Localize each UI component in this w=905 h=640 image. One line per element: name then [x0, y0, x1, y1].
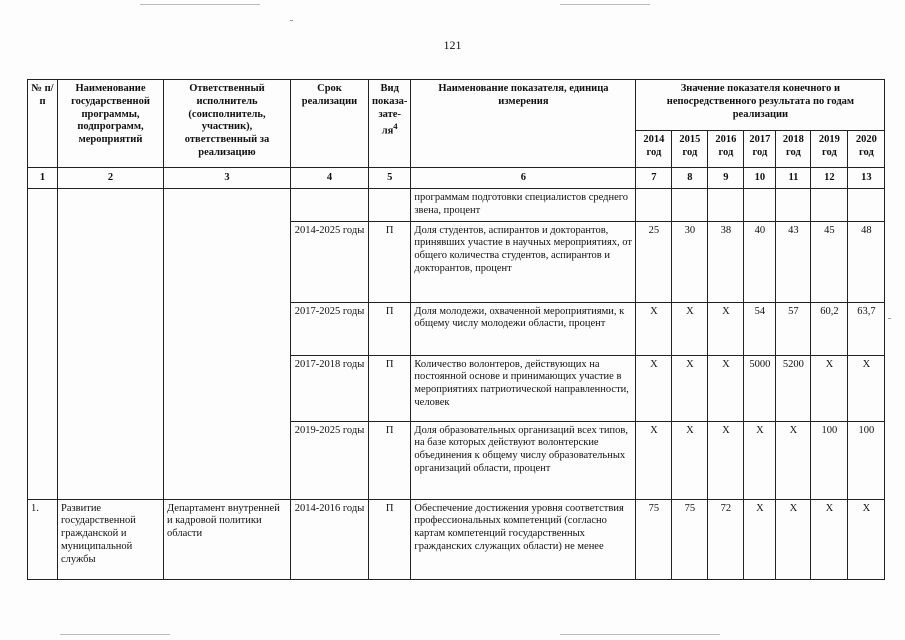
cell-program-name: Развитие государственной гражданской и муниципальной службы	[58, 499, 164, 579]
cell-executor: Департамент внутренней и кадровой политики области	[164, 499, 291, 579]
cell-value: 100	[811, 421, 848, 499]
cell-value: Х	[811, 499, 848, 579]
cell-program-continued	[58, 189, 164, 500]
cell-value: Х	[708, 355, 744, 421]
header-year: 2020 год	[848, 131, 885, 168]
cell-value: 48	[848, 221, 885, 302]
header-values-group: Значение показателя конечного и непосредственного результата по годам реализации	[636, 80, 885, 131]
cell-value	[776, 189, 811, 222]
cell-indicator: программам подготовки специалистов среднего звена, процент	[411, 189, 636, 222]
column-number: 2	[58, 168, 164, 189]
column-number: 3	[164, 168, 291, 189]
cell-indicator: Количество волонтеров, действующих на постоянной основе и принимающих участие в мероприятиях патриотической направленности, человек	[411, 355, 636, 421]
cell-value: Х	[672, 355, 708, 421]
cell-kind: П	[369, 499, 411, 579]
cell-value: Х	[672, 421, 708, 499]
scan-artifact	[290, 20, 293, 21]
scan-artifact	[140, 4, 260, 5]
scan-artifact	[888, 318, 891, 319]
cell-value: Х	[636, 421, 672, 499]
cell-kind: П	[369, 221, 411, 302]
header-year: 2018 год	[776, 131, 811, 168]
header-year: 2014 год	[636, 131, 672, 168]
column-number: 5	[369, 168, 411, 189]
page-number: 121	[443, 38, 462, 52]
cell-value: Х	[776, 499, 811, 579]
column-number: 8	[672, 168, 708, 189]
cell-value: 5200	[776, 355, 811, 421]
cell-value: Х	[708, 421, 744, 499]
column-number: 11	[776, 168, 811, 189]
cell-indicator: Доля студентов, аспирантов и докторантов, принявших участие в научных мероприятиях, от общего количества студентов, аспирантов и докторантов, процент	[411, 221, 636, 302]
cell-kind: П	[369, 355, 411, 421]
cell-term: 2017-2025 годы	[291, 302, 369, 355]
column-number: 7	[636, 168, 672, 189]
cell-term: 2014-2025 годы	[291, 221, 369, 302]
cell-num-continued	[28, 189, 58, 500]
cell-indicator: Доля молодежи, охваченной мероприятиями, к общему числу молодежи области, процент	[411, 302, 636, 355]
scan-artifact	[560, 634, 720, 635]
header-row-top	[28, 80, 885, 131]
header-year: 2019 год	[811, 131, 848, 168]
cell-term: 2017-2018 годы	[291, 355, 369, 421]
cell-indicator: Обеспечение достижения уровня соответствия профессиональных компетенций (согласно картам компетенций государственных гражданских служащих области) не менее	[411, 499, 636, 579]
cell-value: 60,2	[811, 302, 848, 355]
cell-value	[708, 189, 744, 222]
cell-value: Х	[776, 421, 811, 499]
scan-artifact	[60, 634, 170, 635]
cell-value: 100	[848, 421, 885, 499]
column-number: 10	[744, 168, 776, 189]
cell-value: 72	[708, 499, 744, 579]
header-year: 2016 год	[708, 131, 744, 168]
cell-indicator: Доля образовательных организаций всех типов, на базе которых действуют волонтерские объединения к общему числу образовательных организаций области, процент	[411, 421, 636, 499]
cell-value: 43	[776, 221, 811, 302]
cell-executor-continued	[164, 189, 291, 500]
cell-value: Х	[744, 499, 776, 579]
header-col-kind-text: Вид показа-зате-ля	[372, 83, 408, 137]
cell-value: 38	[708, 221, 744, 302]
cell-value: Х	[708, 302, 744, 355]
cell-value: 45	[811, 221, 848, 302]
column-number: 9	[708, 168, 744, 189]
column-number: 13	[848, 168, 885, 189]
header-col-kind-footnote: 4	[393, 121, 398, 132]
cell-value	[744, 189, 776, 222]
column-number: 1	[28, 168, 58, 189]
header-col-kind	[369, 80, 411, 168]
cell-value: 40	[744, 221, 776, 302]
cell-value: 30	[672, 221, 708, 302]
cell-value	[811, 189, 848, 222]
cell-value: Х	[672, 302, 708, 355]
cell-value: Х	[848, 355, 885, 421]
header-col-program: Наименование государственной программы, подпрограмм, мероприятий	[58, 80, 164, 168]
cell-value: 75	[672, 499, 708, 579]
cell-kind	[369, 189, 411, 222]
scan-artifact	[560, 4, 650, 5]
cell-term: 2019-2025 годы	[291, 421, 369, 499]
header-row-column-numbers	[28, 168, 885, 189]
cell-value	[636, 189, 672, 222]
cell-value: 57	[776, 302, 811, 355]
header-year: 2017 год	[744, 131, 776, 168]
cell-value: 54	[744, 302, 776, 355]
table-row	[28, 189, 885, 222]
cell-value: 75	[636, 499, 672, 579]
cell-kind: П	[369, 302, 411, 355]
header-col-executor: Ответственный исполнитель (соисполнитель, участник), ответственный за реализацию	[164, 80, 291, 168]
header-col-term: Срок реализации	[291, 80, 369, 168]
cell-value: Х	[636, 302, 672, 355]
column-number: 12	[811, 168, 848, 189]
cell-term: 2014-2016 годы	[291, 499, 369, 579]
cell-value: Х	[811, 355, 848, 421]
cell-value: Х	[636, 355, 672, 421]
header-col-indicator: Наименование показателя, единица измерения	[411, 80, 636, 168]
cell-value: Х	[848, 499, 885, 579]
indicators-table	[27, 79, 885, 580]
table-row-program	[28, 499, 885, 579]
cell-value	[672, 189, 708, 222]
cell-num: 1.	[28, 499, 58, 579]
column-number: 4	[291, 168, 369, 189]
header-year: 2015 год	[672, 131, 708, 168]
cell-term	[291, 189, 369, 222]
cell-value: 5000	[744, 355, 776, 421]
cell-kind: П	[369, 421, 411, 499]
cell-value: 25	[636, 221, 672, 302]
header-col-num: № п/п	[28, 80, 58, 168]
cell-value	[848, 189, 885, 222]
column-number: 6	[411, 168, 636, 189]
cell-value: Х	[744, 421, 776, 499]
cell-value: 63,7	[848, 302, 885, 355]
